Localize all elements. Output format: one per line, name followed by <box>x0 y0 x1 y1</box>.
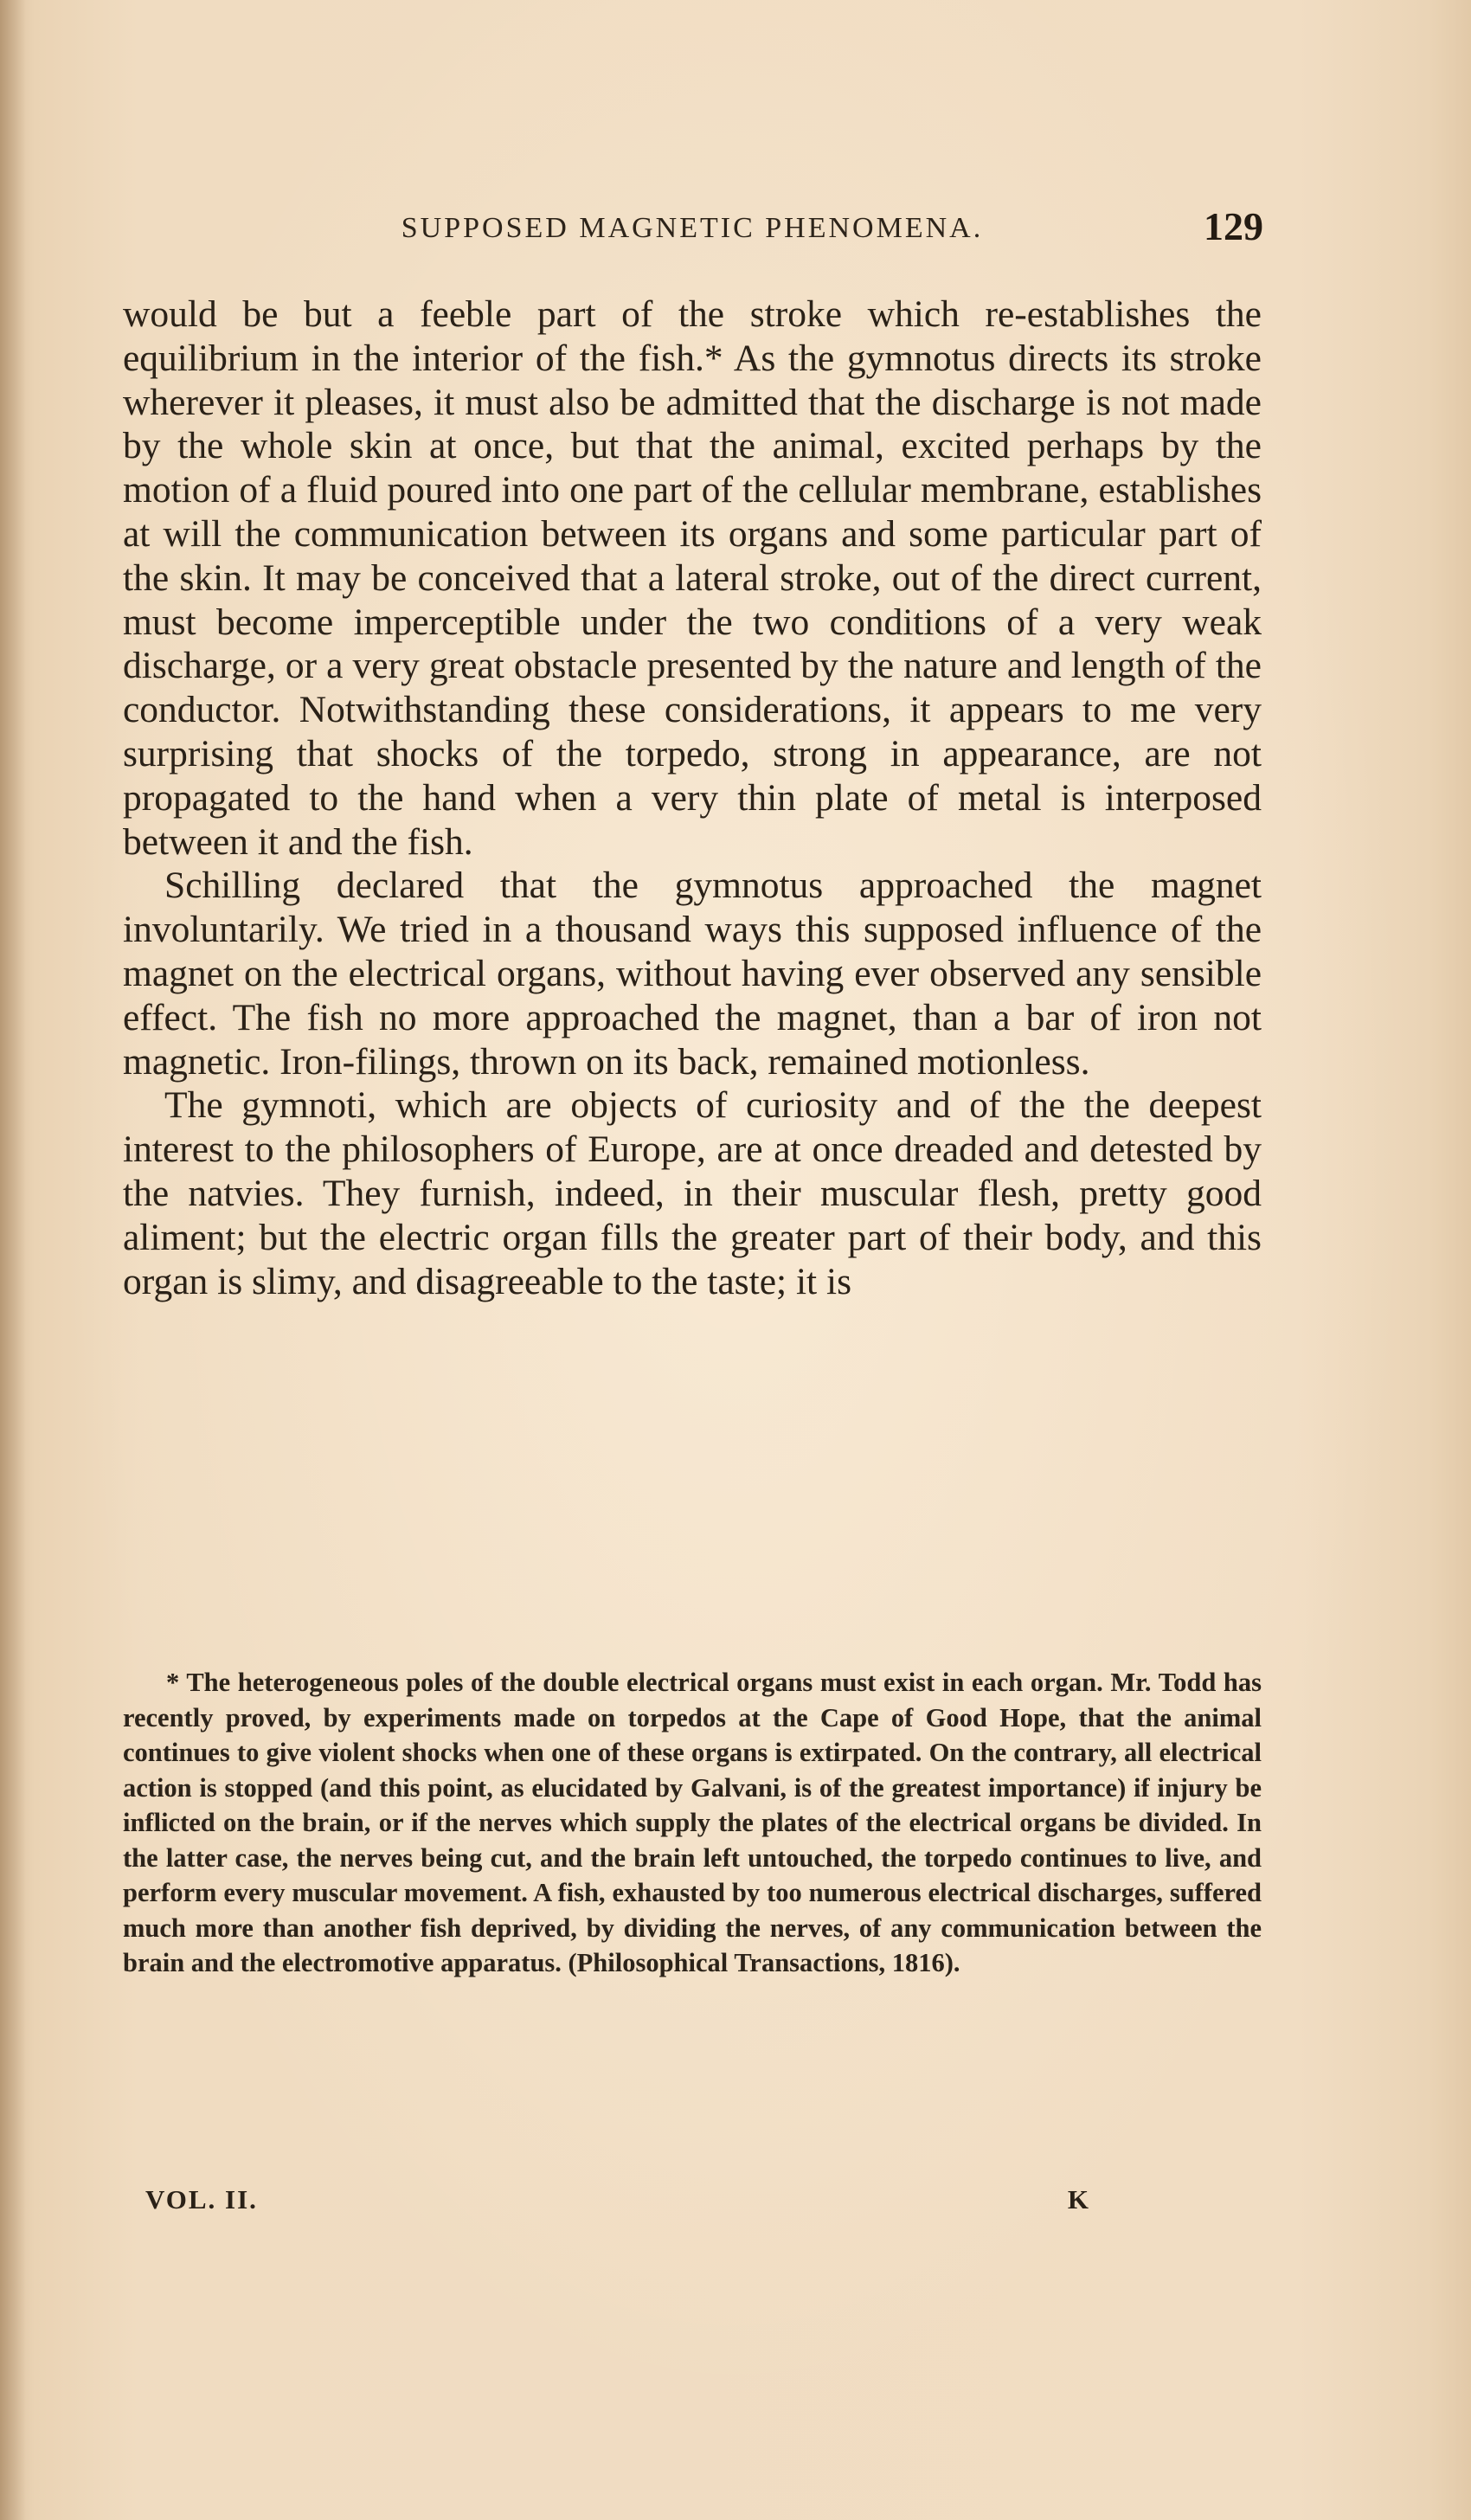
volume-label: VOL. II. <box>145 2184 258 2215</box>
spine-shadow <box>0 0 26 2520</box>
running-title: SUPPOSED MAGNETIC PHENOMENA. <box>401 212 984 244</box>
signature-mark: K <box>1067 2184 1089 2215</box>
body-text <box>123 292 1262 1303</box>
footnote: * The heterogeneous poles of the double electrical organs must exist in each organ. Mr. Todd has recently proved, by experiments made on torpedos at the Cape of Good Hope, that the animal continues to give violent shocks when one of these organs is extirpated. On the contrary, all electrical action is stopped (and this point, as elucidated by Galvani, is of the greatest importance) if injury be inflicted on the brain, or if the nerves which supply the plates of the electrical organs be divided. In the latter case, the nerves being cut, and the brain left untouched, the torpedo continues to live, and perform every muscular movement. A fish, exhausted by too numerous electrical discharges, suffered much more than another fish deprived, by dividing the nerves, of any communication between the brain and the electromotive apparatus. (Philosophical Transactions, 1816). <box>123 1668 1262 1977</box>
signature-line <box>145 2184 1089 2228</box>
paragraph-continued: would be but a feeble part of the stroke which re-establishes the equilibrium in the interior of the fish.* As the gymnotus directs its stroke wherever it pleases, it must also be admitted that the discharge is not made by the whole skin at once, but that the animal, excited perhaps by the motion of a fluid poured into one part of the cellular membrane, establishes at will the communication between its organs and some particular part of the skin. It may be conceived that a lateral stroke, out of the direct current, must become imperceptible under the two conditions of a very weak discharge, or a very great obstacle presented by the nature and length of the conductor. Notwithstanding these considerations, it appears to me very surprising that shocks of the torpedo, strong in appearance, are not propagated to the hand when a very thin plate of metal is interposed between it and the fish. <box>123 293 1262 863</box>
page-number: 129 <box>1204 204 1263 248</box>
paragraph-schilling: Schilling declared that the gymnotus approached the magnet involuntarily. We tried in a thousand ways this supposed influence of the magnet on the electrical organs, without having ever observed any sensible effect. The fish no more approached the magnet, than a bar of iron not magnetic. Iron-filings, thrown on its back, remained motionless. <box>123 865 1262 1083</box>
paragraph-gymnoti: The gymnoti, which are objects of curiosity and of the the deepest interest to the philosophers of Europe, are at once dreaded and detested by the natvies. They furnish, indeed, in their muscular flesh, pretty good aliment; but the electric organ fills the greater part of their body, and this organ is slimy, and disagreeable to the taste; it is <box>123 1084 1262 1302</box>
running-head <box>121 203 1263 255</box>
